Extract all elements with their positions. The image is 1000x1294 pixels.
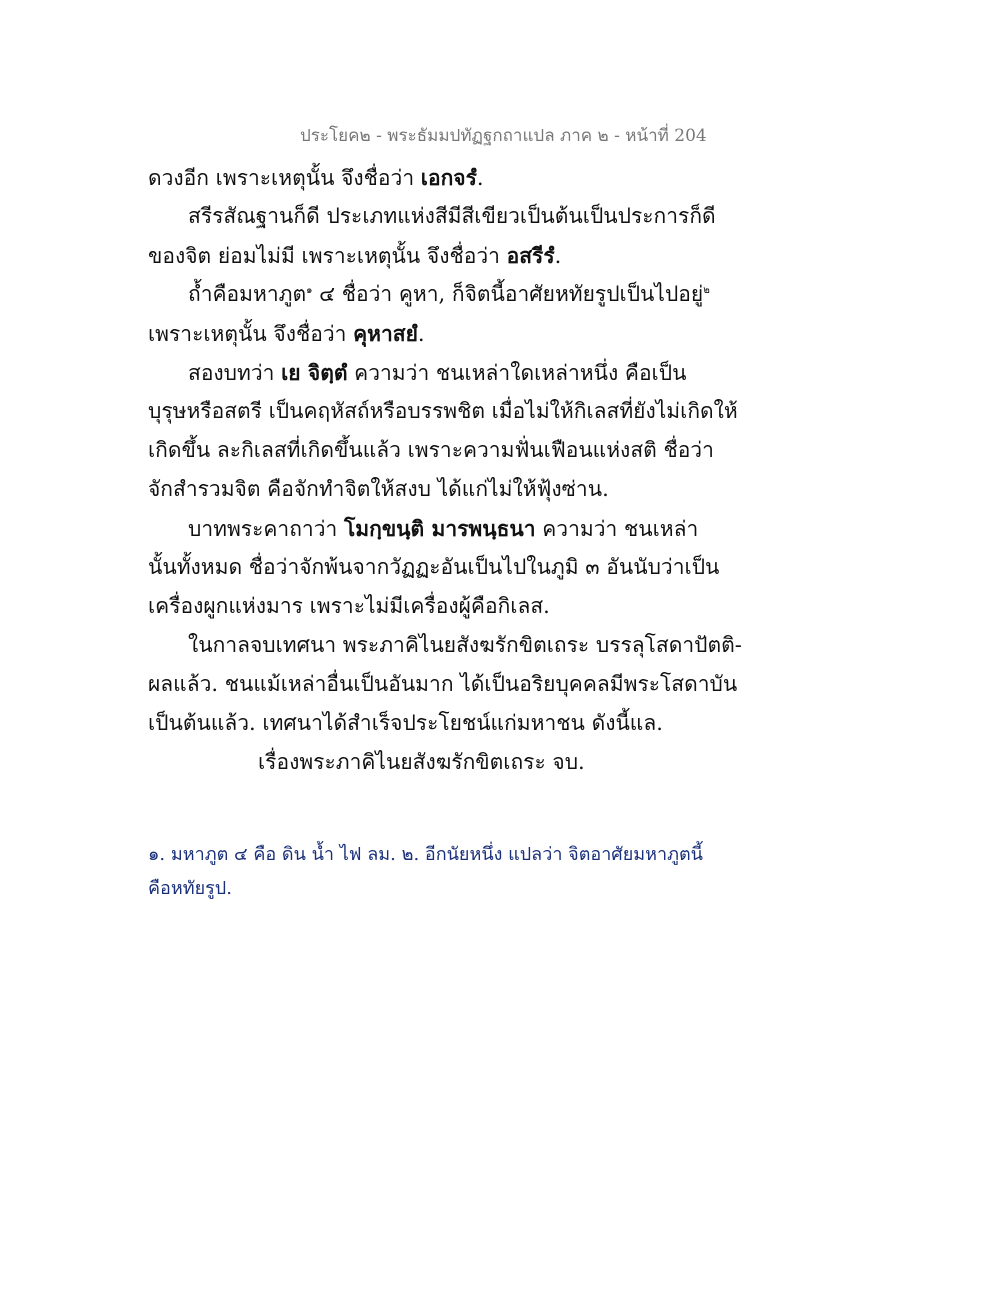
text-line: เพราะเหตุนั้น จึงชื่อว่า คุหาสยํ. (148, 321, 425, 346)
text-line: จักสำรวมจิต คือจักทำจิตให้สงบ ได้แก่ไม่ให้ฟุ้งซ่าน. (148, 477, 609, 501)
text-line: ผลแล้ว. ชนแม้เหล่าอื่นเป็นอันมาก ได้เป็นอริยบุคคลมีพระโสดาบัน (148, 672, 738, 696)
text-line: สรีรสัณฐานก็ดี ประเภทแห่งสีมีสีเขียวเป็นต้นเป็นประการก็ดี (188, 204, 716, 228)
text-line: ในกาลจบเทศนา พระภาคิไนยสังฆรักขิตเถระ บรรลุโสดาปัตติ- (188, 633, 742, 657)
footnote-line: คือหทัยรูป. (148, 878, 232, 899)
text-line: เกิดขึ้น ละกิเลสที่เกิดขึ้นแล้ว เพราะความฟั่นเฟือนแห่งสติ ชื่อว่า (148, 438, 714, 462)
text-line: บาทพระคาถาว่า โมกฺขนฺติ มารพนฺธนา ความว่า ชนเหล่า (188, 516, 699, 541)
text-line: ถ้ำคือมหาภูต$^๑$ ๔ ชื่อว่า คูหา, ก็จิตนี้อาศัยหทัยรูปเป็นไปอยู่$^๒$ (188, 282, 710, 306)
story-end-line: เรื่องพระภาคิไนยสังฆรักขิตเถระ จบ. (258, 750, 585, 774)
body-text (148, 158, 748, 782)
footnote-line: ๑. มหาภูต ๔ คือ ดิน น้ำ ไฟ ลม. ๒. อีกนัยหนึ่ง แปลว่า จิตอาศัยมหาภูตนี้ (148, 844, 703, 865)
text-line: ของจิต ย่อมไม่มี เพราะเหตุนั้น จึงชื่อว่า อสรีรํ. (148, 243, 562, 268)
text-line: ดวงอีก เพราะเหตุนั้น จึงชื่อว่า เอกจรํ. (148, 165, 484, 190)
text-line: สองบทว่า เย จิตฺตํ ความว่า ชนเหล่าใดเหล่าหนึ่ง คือเป็น (188, 360, 687, 385)
text-line: เครื่องผูกแห่งมาร เพราะไม่มีเครื่องผู้คือกิเลส. (148, 594, 550, 618)
footnote-marker: ๒ (703, 285, 710, 296)
text-line: บุรุษหรือสตรี เป็นคฤหัสถ์หรือบรรพชิต เมื่อไม่ให้กิเลสที่ยังไม่เกิดให้ (148, 399, 738, 423)
footnote-marker: ๑ (306, 285, 313, 296)
text-line: นั้นทั้งหมด ชื่อว่าจักพ้นจากวัฏฏะอันเป็นไปในภูมิ ๓ อันนับว่าเป็น (148, 555, 720, 579)
running-header: ประโยค๒ - พระธัมมปทัฏฐกถาแปล ภาค ๒ - หน้าที่ 204 (300, 126, 707, 146)
footnotes (148, 838, 768, 906)
text-line: เป็นต้นแล้ว. เทศนาได้สำเร็จประโยชน์แก่มหาชน ดังนี้แล. (148, 711, 663, 735)
